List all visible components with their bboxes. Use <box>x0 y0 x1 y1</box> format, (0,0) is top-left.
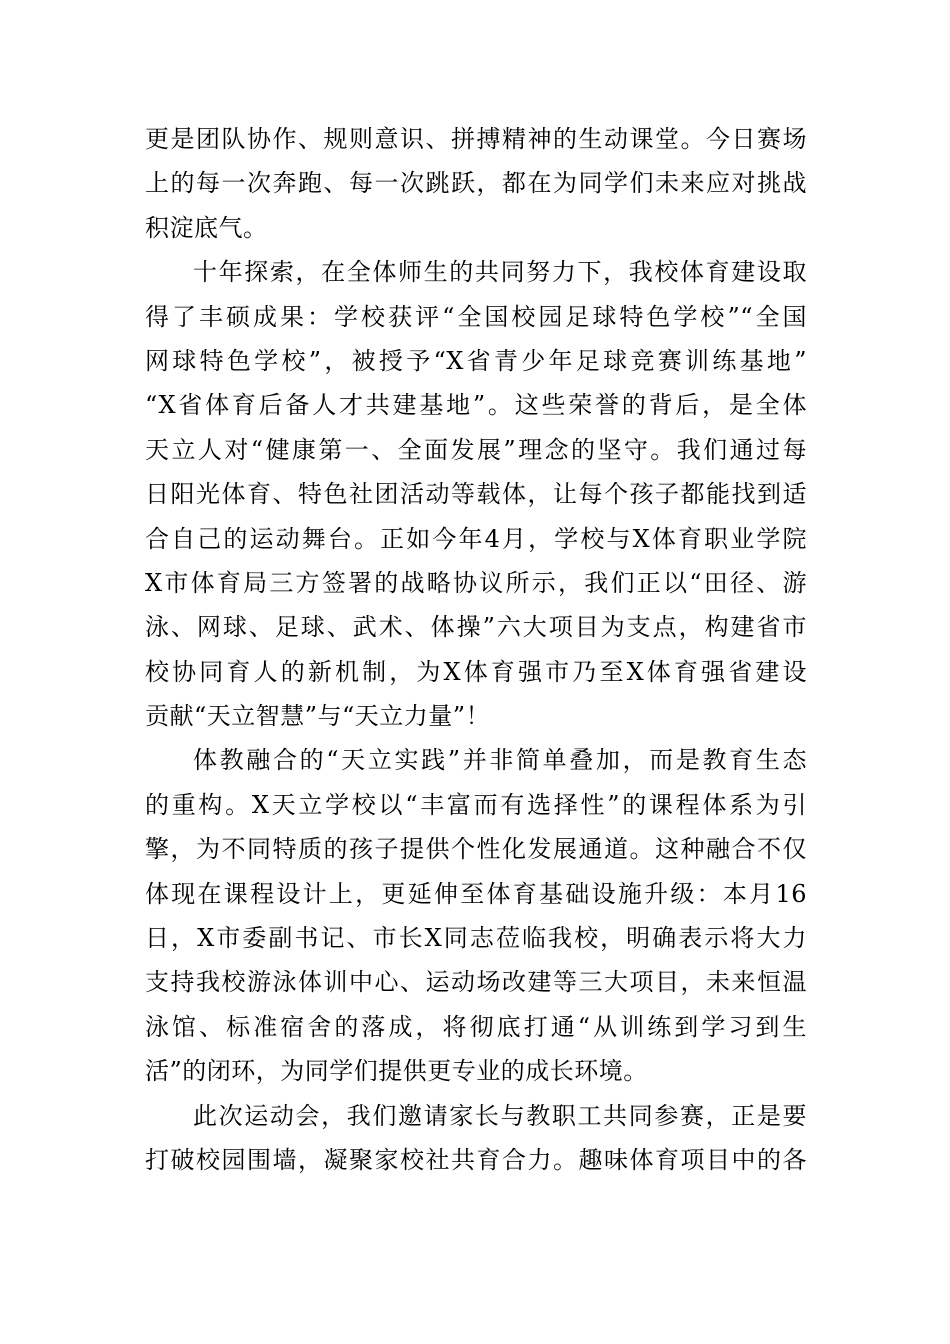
paragraph-1 <box>145 117 807 250</box>
text-line: 的重构。X天立学校以“丰富而有选择性”的课程体系为引 <box>145 790 807 819</box>
text-line: 更是团队协作、规则意识、拼搏精神的生动课堂。今日赛场 <box>145 125 807 153</box>
paragraph-3 <box>145 738 807 1093</box>
text-line: 网球特色学校”，被授予“X省青少年足球竞赛训练基地” <box>145 346 807 375</box>
text-line: 擎，为不同特质的孩子提供个性化发展通道。这种融合不仅 <box>145 835 807 864</box>
text-line: 打破校园围墙，凝聚家校社共育合力。趣味体育项目中的各 <box>145 1145 807 1174</box>
text-line: 上的每一次奔跑、每一次跳跃，都在为同学们未来应对挑战 <box>145 169 807 198</box>
text-line: “X省体育后备人才共建基地”。这些荣誉的背后，是全体 <box>145 391 807 420</box>
text-line: 泳馆、标准宿舍的落成，将彻底打通“从训练到学习到生 <box>145 1012 807 1041</box>
text-line: 日阳光体育、特色社团活动等载体，让每个孩子都能找到适 <box>145 480 807 509</box>
text-line: 活”的闭环，为同学们提供更专业的成长环境。 <box>145 1057 648 1086</box>
document-body <box>145 117 807 1182</box>
text-line: 体现在课程设计上，更延伸至体育基础设施升级：本月16 <box>145 879 807 908</box>
text-line: 支持我校游泳体训中心、运动场改建等三大项目，未来恒温 <box>145 968 807 997</box>
text-line: X市体育局三方签署的战略协议所示，我们正以“田径、游 <box>145 568 807 597</box>
text-line: 贡献“天立智慧”与“天立力量”！ <box>145 702 491 731</box>
text-line: 合自己的运动舞台。正如今年4月，学校与X体育职业学院 <box>145 524 807 553</box>
text-line: 得了丰硕成果：学校获评“全国校园足球特色学校”“全国 <box>145 302 807 331</box>
text-line: 十年探索，在全体师生的共同努力下，我校体育建设取 <box>193 258 807 287</box>
text-line: 日，X市委副书记、市长X同志莅临我校，明确表示将大力 <box>145 924 807 953</box>
paragraph-2 <box>145 250 807 738</box>
text-line: 积淀底气。 <box>145 213 268 242</box>
text-line: 体教融合的“天立实践”并非简单叠加，而是教育生态 <box>193 746 807 775</box>
paragraph-4 <box>145 1094 807 1183</box>
text-line: 校协同育人的新机制，为X体育强市乃至X体育强省建设 <box>145 657 807 686</box>
text-line: 此次运动会，我们邀请家长与教职工共同参赛，正是要 <box>193 1101 807 1130</box>
text-line: 天立人对“健康第一、全面发展”理念的坚守。我们通过每 <box>145 435 807 464</box>
text-line: 泳、网球、足球、武术、体操”六大项目为支点，构建省市 <box>145 613 807 642</box>
